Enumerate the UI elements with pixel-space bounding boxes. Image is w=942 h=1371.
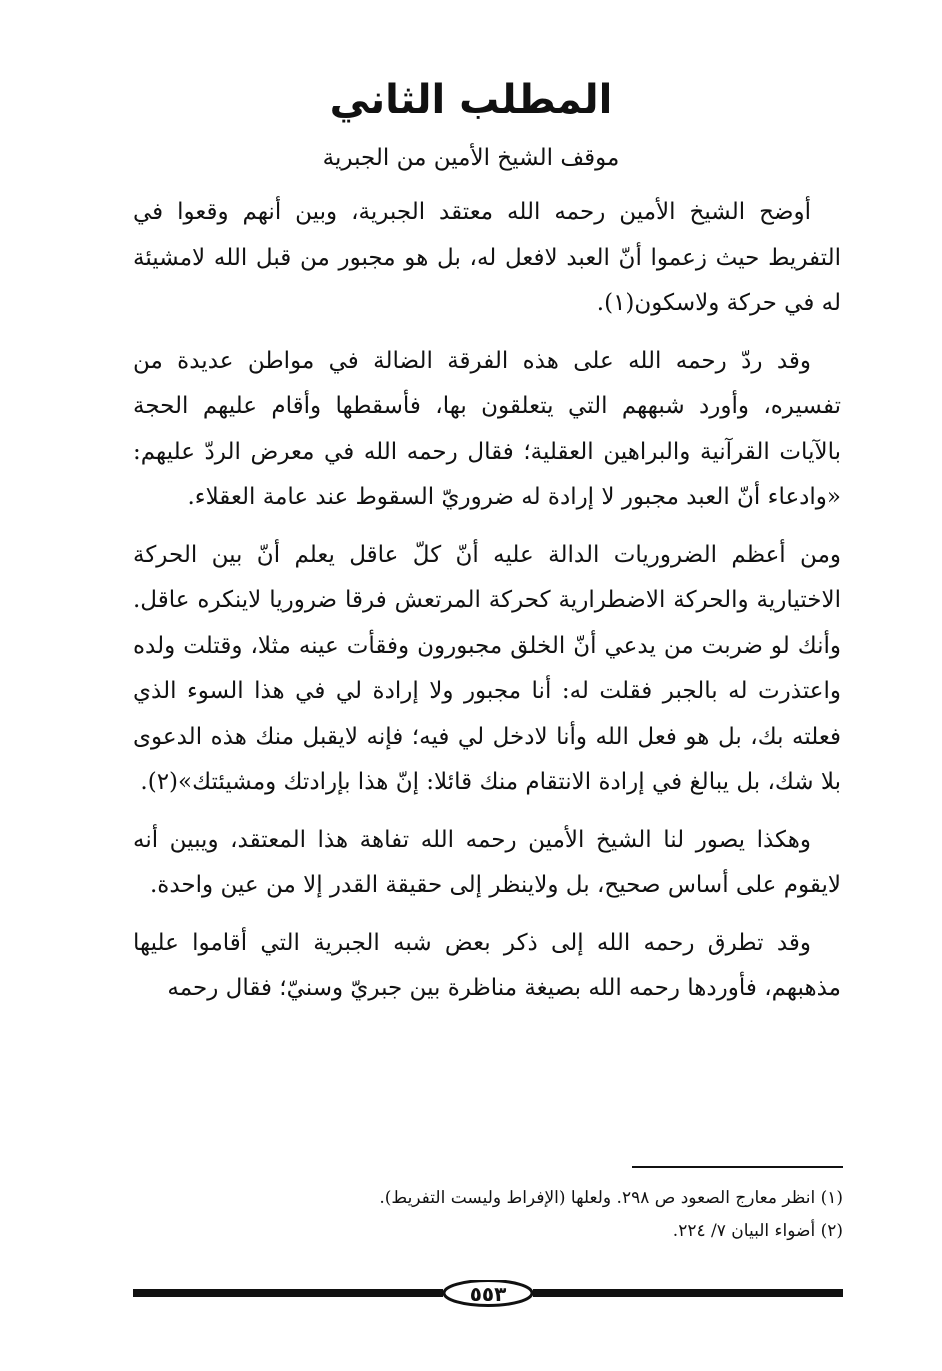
paragraph: ومن أعظم الضروريات الدالة عليه أنّ كلّ عاقل يعلم أنّ بين الحركة الاختيارية والحركة الاضطرارية كحركة المرتعش فرقا ضروريا لاينكره عاقل. وأنك لو ضربت من يدعي أنّ الخلق مجبورون وفقأت عينه مثلا، وقتلت ولده واعتذرت له بالجبر فقلت له: أنا مجبور ولا إرادة لي في هذا السوء الذي فعلته بك، بل هو فعل الله وأنا لادخل لي فيه؛ فإنه لايقبل منك هذه الدعوى بلا شك، بل يبالغ في إرادة الانتقام منك قائلا: إنّ هذا بإرادتك ومشيئتك»(٢). (133, 541, 841, 795)
footnotes (133, 1182, 843, 1248)
footnote: (٢) أضواء البيان ٧/ ٢٢٤. (672, 1221, 843, 1241)
paragraph: وقد تطرق رحمه الله إلى ذكر بعض شبه الجبرية التي أقاموا عليها مذهبهم، فأوردها رحمه الله بصيغة مناظرة بين جبريّ وسنيّ؛ فقال رحمه (133, 929, 841, 1001)
section-subtitle: موقف الشيخ الأمين من الجبرية (322, 145, 620, 171)
paragraph: أوضح الشيخ الأمين رحمه الله معتقد الجبرية، وبين أنهم وقعوا في التفريط حيث زعموا أنّ العبد لافعل له، بل هو مجبور من قبل الله لامشيئة له في حركة ولاسكون(١). (133, 199, 841, 316)
footnote: (١) انظر معارج الصعود ص ٢٩٨. ولعلها (الإفراط وليست التفريط). (379, 1188, 843, 1208)
footnote-divider (632, 1166, 843, 1168)
section-title: المطلب الثاني (329, 77, 613, 123)
paragraph: وقد ردّ رحمه الله على هذه الفرقة الضالة في مواطن عديدة من تفسيره، وأورد شبههم التي يتعلقون بها، فأسقطها وأقام عليهم الحجة بالآيات القرآنية والبراهين العقلية؛ فقال رحمه الله في معرض الردّ عليهم: «وادعاء أنّ العبد مجبور لا إرادة له ضروريّ السقوط عند عامة العقلاء. (133, 347, 841, 510)
page-number: ٥٥٣ (469, 1282, 507, 1306)
body-text (133, 190, 841, 1012)
paragraph: وهكذا يصور لنا الشيخ الأمين رحمه الله تفاهة هذا المعتقد، ويبين أنه لايقوم على أساس صحيح، بل ولاينظر إلى حقيقة القدر إلا من عين واحدة. (133, 826, 841, 898)
